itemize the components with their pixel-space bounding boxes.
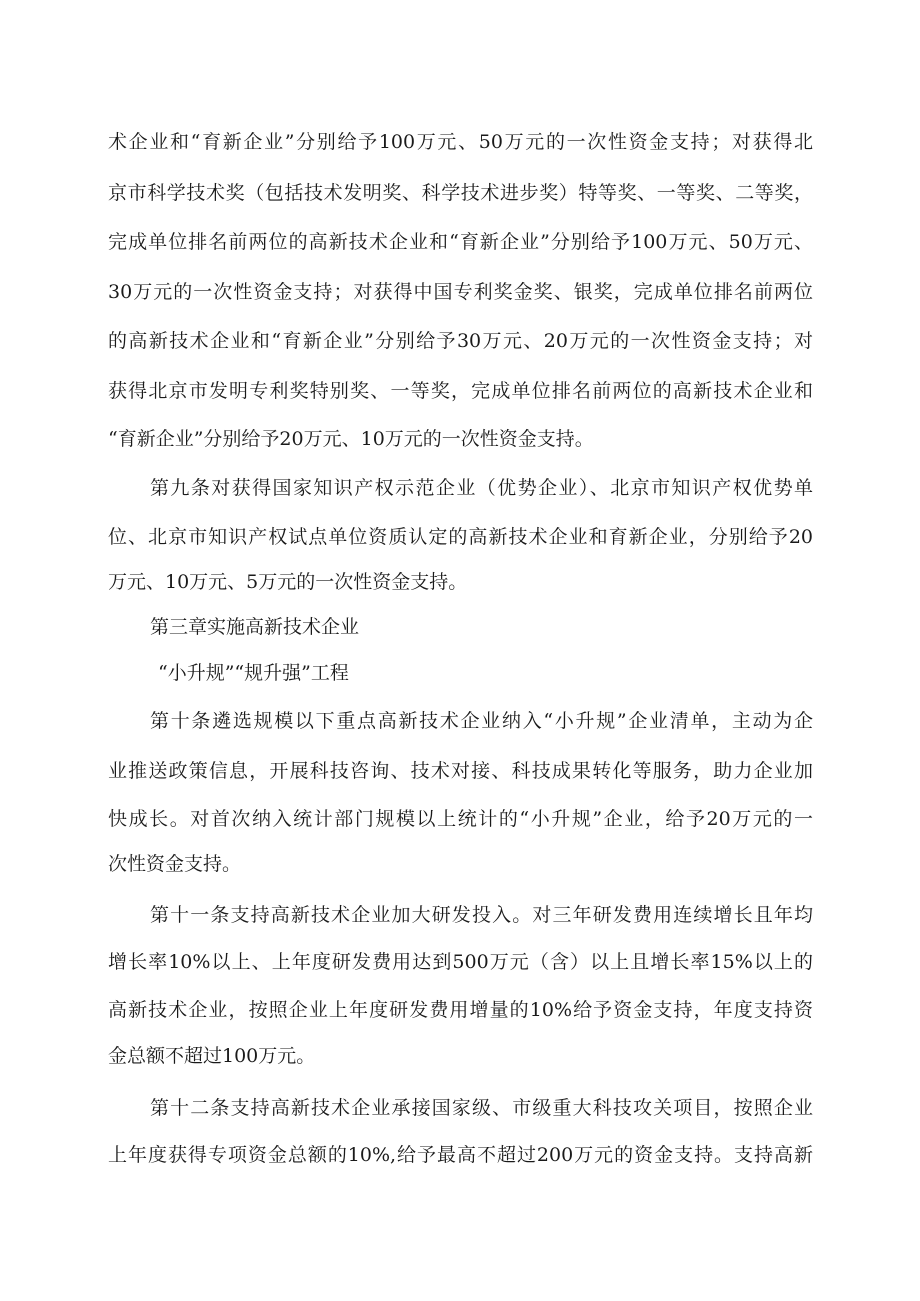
text-line: 业推送政策信息，开展科技咨询、技术对接、科技成果转化等服务，助力企业加	[108, 760, 813, 782]
chapter-heading: 第三章实施高新技术企业	[150, 616, 360, 638]
text-line: 高新技术企业，按照企业上年度研发费用增量的10%给予资金支持，年度支持资	[108, 999, 813, 1021]
text-line: 万元、10万元、5万元的一次性资金支持。	[108, 571, 468, 593]
text-line: 次性资金支持。	[108, 853, 242, 875]
text-line: 术企业和“育新企业”分别给予100万元、50万元的一次性资金支持；对获得北	[108, 131, 813, 153]
paragraph-start-line: 第十二条支持高新技术企业承接国家级、市级重大科技攻关项目，按照企业	[150, 1097, 813, 1119]
text-line: “育新企业”分别给予20万元、10万元的一次性资金支持。	[108, 428, 594, 450]
text-line: 获得北京市发明专利奖特别奖、一等奖，完成单位排名前两位的高新技术企业和	[108, 380, 813, 402]
text-line: 快成长。对首次纳入统计部门规模以上统计的“小升规”企业，给予20万元的一	[108, 808, 813, 830]
text-line: 30万元的一次性资金支持；对获得中国专利奖金奖、银奖，完成单位排名前两位	[108, 281, 813, 303]
chapter-subheading: “小升规”“规升强”工程	[158, 662, 349, 684]
text-line: 位、北京市知识产权试点单位资质认定的高新技术企业和育新企业，分别给予20	[108, 526, 813, 548]
text-line: 京市科学技术奖（包括技术发明奖、科学技术进步奖）特等奖、一等奖、二等奖，	[108, 182, 813, 204]
text-line: 上年度获得专项资金总额的10%,给予最高不超过200万元的资金支持。支持高新	[108, 1144, 813, 1166]
text-line: 金总额不超过100万元。	[108, 1045, 316, 1067]
paragraph-start-line: 第十条遴选规模以下重点高新技术企业纳入“小升规”企业清单，主动为企	[150, 710, 813, 732]
paragraph-start-line: 第九条对获得国家知识产权示范企业（优势企业）、北京市知识产权优势单	[150, 477, 813, 499]
paragraph-start-line: 第十一条支持高新技术企业加大研发投入。对三年研发费用连续增长且年均	[150, 904, 813, 926]
text-line: 的高新技术企业和“育新企业”分别给予30万元、20万元的一次性资金支持；对	[108, 330, 813, 352]
text-line: 完成单位排名前两位的高新技术企业和“育新企业”分别给予100万元、50万元、	[108, 231, 813, 253]
text-line: 增长率10%以上、上年度研发费用达到500万元（含）以上且增长率15%以上的	[108, 951, 813, 973]
